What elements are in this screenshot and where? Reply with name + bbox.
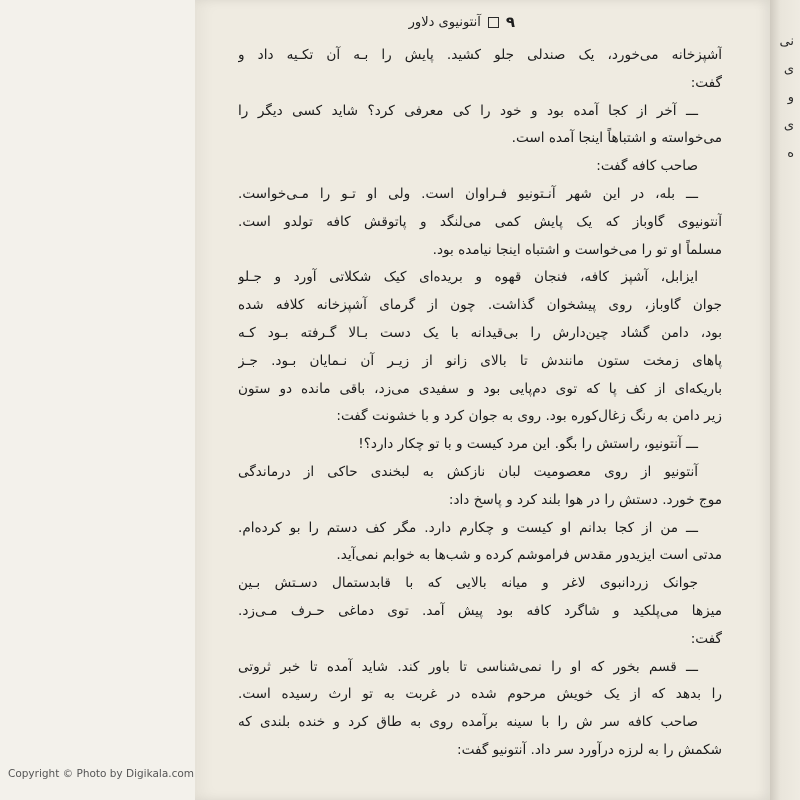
text-line: صاحب کافه سر ش را با سینه برآمده روی به طاق کرد و خنده بلندی که [238,714,698,731]
running-title: آنتونیوی دلاور [408,14,481,30]
page-number: ۹ [505,13,515,31]
text-line: آنتونیو از روی معصومیت لبان نازکش به لبخندی حاکی از درماندگی [238,463,698,480]
copyright-notice: Copyright © Photo by Digikala.com [8,768,195,780]
header-box-ornament [488,17,499,28]
page-header [250,10,515,34]
text-line: جوانک زردانبوی لاغر و میانه بالایی که با قابدستمال دسـتش بـین [238,575,698,592]
text-line: ـــ قسم بخور که او را نمی‌شناسی تا باور کند. شاید آمده تا خبر ثروتی [238,658,698,675]
text-line: ـــ بله، در این شهر آنـتونیو فـراوان است. ولی او تـو را مـی‌خواست. [238,185,698,202]
text-line: ایزابل، آشپز کافه، فنجان قهوه و بریده‌ای کیک شکلاتی آورد و جـلو [238,269,698,286]
text-line: گفت: [690,74,722,91]
text-line: می‌خواسته و اشتباهاً اینجا آمده است. [511,130,722,147]
text-line: مسلماً او تو را می‌خواست و اشتباه اینجا نیامده بود. [432,241,722,258]
text-line: جوان گاوباز، روی پیشخوان گذاشت. چون از گرمای آشپزخانه کلافه شده [238,297,722,314]
text-line: باریکه‌ای از کف پا که توی دم‌پایی بود و سفیدی می‌زد، باقی مانده دو ستون [238,380,722,397]
next-page-fragment: ه [787,146,794,161]
text-line: گفت: [690,630,722,647]
text-line: ـــ آخر از کجا آمده بود و خود را کی معرفی کرد؟ شاید کسی دیگر را [238,102,698,119]
text-line: آشپزخانه می‌خورد، یک صندلی جلو کشید. پایش را بـه آن تکـیه داد و [238,47,722,63]
text-line: زیر دامن به رنگ زغال‌کوره بود. روی به جوان کرد و با خشونت گفت: [336,408,722,425]
text-line: میزها می‌پلکید و شاگرد کافه بود پیش آمد. توی دماغی حـرف مـی‌زد. [238,602,722,619]
text-line: بود، دامن گشاد چین‌دارش را بی‌قیدانه با یک دست بـالا گـرفته بـود کـه [238,324,722,341]
next-page-fragment: ی [783,62,794,77]
text-line: ـــ من از کجا بدانم او کیست و چکارم دارد. مگر کف دستم را بو کرده‌ام. [238,519,698,536]
text-line: مدتی است ایزیدور مقدس فراموشم کرده و شب‌ها به خوابم نمی‌آید. [336,547,722,564]
text-line: ـــ آنتونیو، راستش را بگو. این مرد کیست و با تو چکار دارد؟! [358,436,698,453]
text-line: موج خورد. دستش را در هوا بلند کرد و پاسخ داد: [448,491,722,508]
body-text [238,42,722,765]
text-line: پاهای زمخت ستون مانندش تا بالای زانو از زیـر آن نـمایان بـود. جـز [238,352,722,369]
text-line: آنتونیوی گاوباز که یک پایش کمی می‌لنگد و پاتوقش کافه تولدو است. [238,213,722,230]
next-page-fragment: و [787,90,794,105]
text-line: صاحب کافه گفت: [596,158,698,175]
next-page-fragment: نی [779,34,794,49]
text-line: شکمش را به لرزه درآورد سر داد. آنتونیو گفت: [457,741,722,758]
next-page-fragment: ی [783,118,794,133]
next-page-edge [770,0,800,800]
text-line: را بدهد که از یک خویش مرحوم شده در غربت به تو ارث رسیده است. [238,686,722,703]
